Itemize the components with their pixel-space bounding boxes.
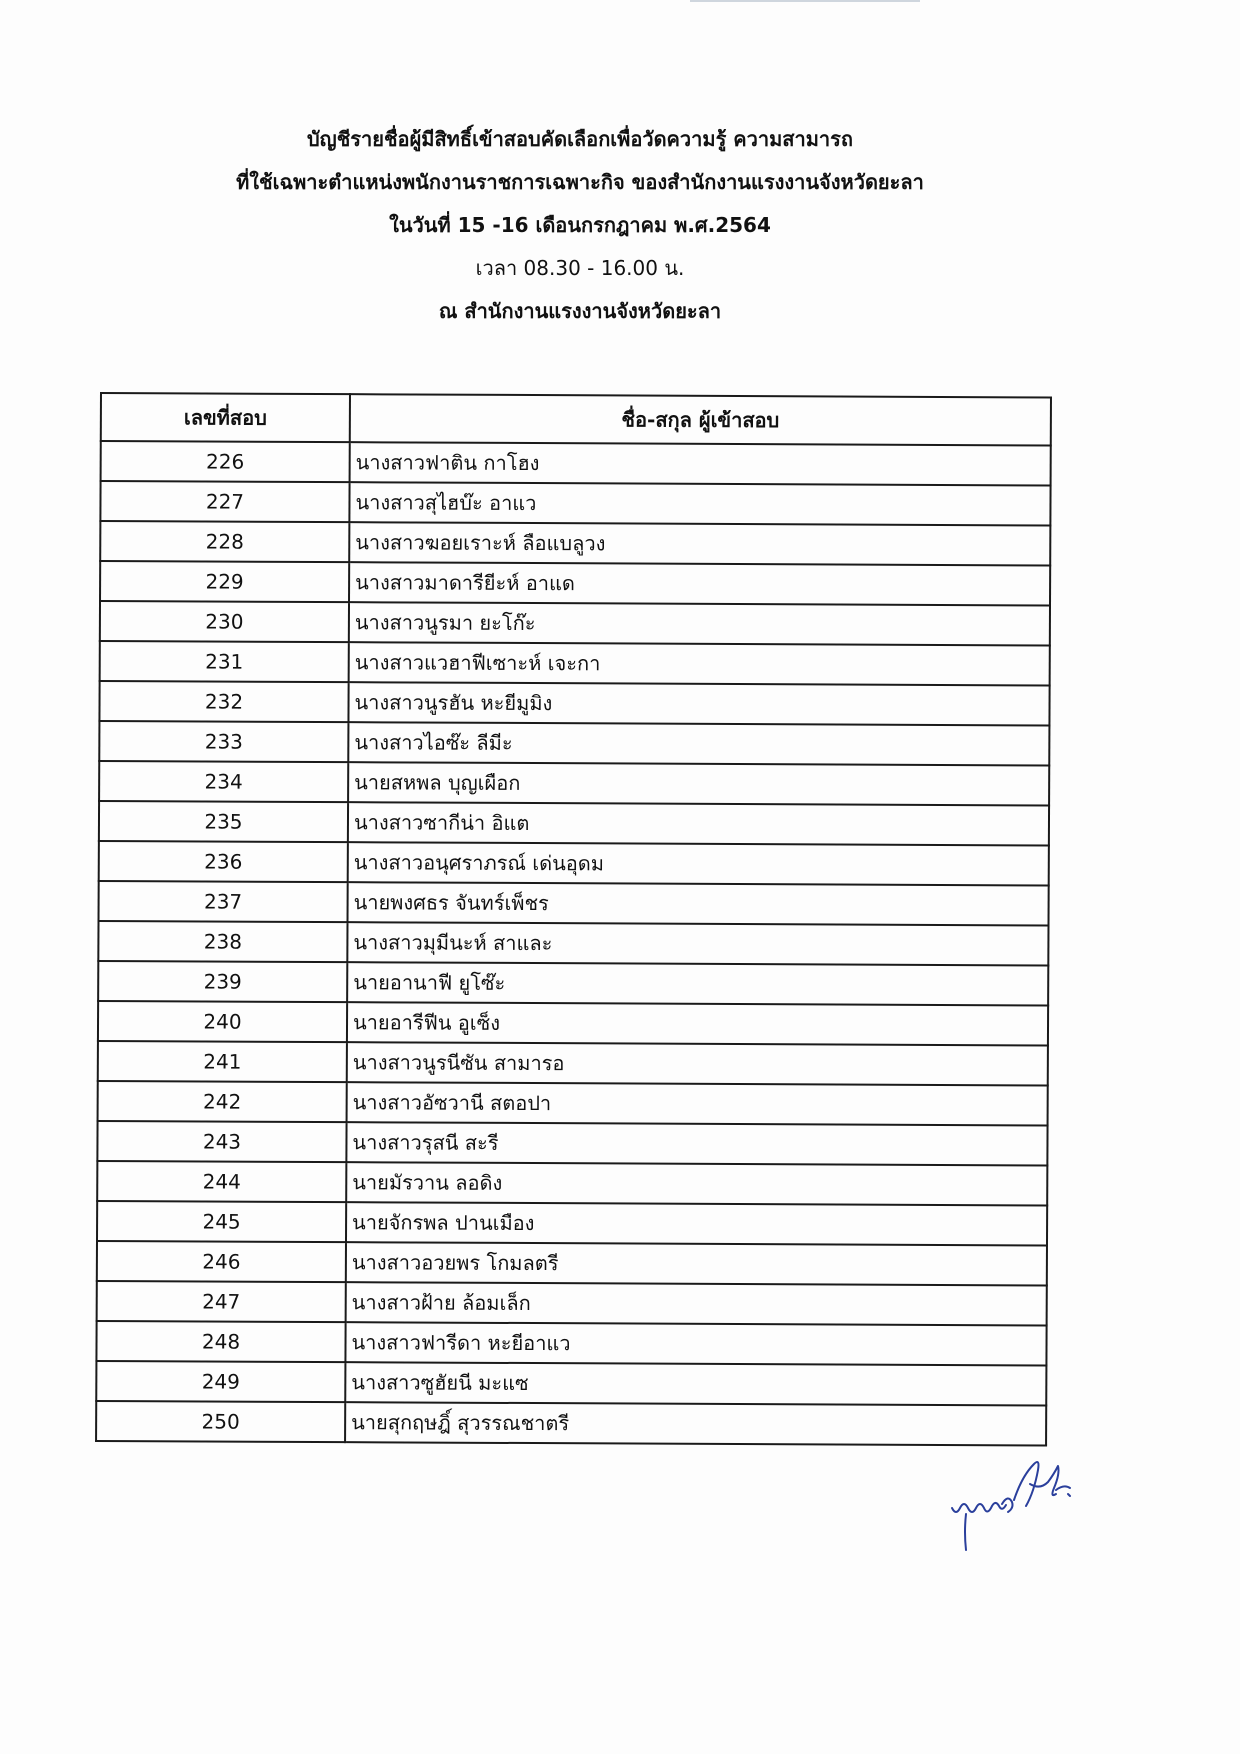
candidate-name-cell: นายอานาฟี ยูโซ๊ะ xyxy=(347,962,1048,1005)
candidate-name-cell: นายมัรวาน ลอดิง xyxy=(346,1162,1047,1205)
exam-number-cell: 244 xyxy=(97,1161,346,1202)
header-candidate-name: ชื่อ-สกุล ผู้เข้าสอบ xyxy=(350,394,1051,445)
exam-number-cell: 240 xyxy=(98,1001,347,1042)
table-row xyxy=(100,481,1050,525)
exam-number-cell: 249 xyxy=(96,1361,345,1402)
scan-edge-mark xyxy=(690,0,920,2)
candidate-name-cell: นางสาวนูรฮัน หะยีมูมิง xyxy=(348,682,1049,725)
exam-number-cell: 234 xyxy=(99,761,348,802)
table-row xyxy=(98,921,1048,965)
exam-date: ในวันที่ 15 -16 เดือนกรกฎาคม พ.ศ.2564 xyxy=(389,213,771,237)
table-row xyxy=(99,721,1049,765)
table-row xyxy=(100,521,1050,565)
exam-number-cell: 229 xyxy=(100,561,349,602)
table-row xyxy=(96,1361,1046,1405)
title-line-1: บัญชีรายชื่อผู้มีสิทธิ์เข้าสอบคัดเลือกเพื่อวัดความรู้ ความสามารถ xyxy=(306,127,854,151)
exam-number-cell: 245 xyxy=(97,1201,346,1242)
table-row xyxy=(99,681,1049,725)
table-row xyxy=(97,1121,1047,1165)
table-row xyxy=(98,1001,1048,1045)
candidate-name-cell: นางสาวนูรมา ยะโก๊ะ xyxy=(349,602,1050,645)
exam-time: เวลา 08.30 - 16.00 น. xyxy=(475,256,685,280)
title-line-2: ที่ใช้เฉพาะตำแหน่งพนักงานราชการเฉพาะกิจ ของสำนักงานแรงงานจังหวัดยะลา xyxy=(236,170,924,194)
candidate-table xyxy=(95,392,1052,1446)
exam-number-cell: 227 xyxy=(100,481,349,522)
exam-number-cell: 231 xyxy=(100,641,349,682)
candidate-name-cell: นางสาวฆอยเราะห์ ลือแบลูวง xyxy=(349,522,1050,565)
candidate-name-cell: นายสหพล บุญเผือก xyxy=(348,762,1049,805)
document-header xyxy=(0,118,1160,333)
exam-number-cell: 243 xyxy=(97,1121,346,1162)
exam-number-cell: 250 xyxy=(96,1401,345,1442)
exam-number-cell: 247 xyxy=(97,1281,346,1322)
exam-number-cell: 239 xyxy=(98,961,347,1002)
table-row xyxy=(97,1281,1047,1325)
candidate-name-cell: นายพงศธร จันทร์เพ็ชร xyxy=(348,882,1049,925)
candidate-name-cell: นางสาวสุไฮบ๊ะ อาแว xyxy=(349,482,1050,525)
exam-number-cell: 246 xyxy=(97,1241,346,1282)
exam-number-cell: 248 xyxy=(96,1321,345,1362)
candidate-name-cell: นางสาวฝ้าย ล้อมเล็ก xyxy=(346,1282,1047,1325)
candidate-name-cell: นางสาวแวฮาฟีเซาะห์ เจะกา xyxy=(349,642,1050,685)
exam-number-cell: 232 xyxy=(99,681,348,722)
exam-number-cell: 241 xyxy=(98,1041,347,1082)
table-row xyxy=(97,1241,1047,1285)
exam-number-cell: 233 xyxy=(99,721,348,762)
signature-image xyxy=(944,1444,1124,1564)
exam-number-cell: 242 xyxy=(98,1081,347,1122)
candidate-name-cell: นายจักรพล ปานเมือง xyxy=(346,1202,1047,1245)
table-row xyxy=(101,441,1051,485)
candidate-name-cell: นางสาวนูรนีซัน สามารอ xyxy=(347,1042,1048,1085)
table-body xyxy=(96,441,1051,1445)
candidate-name-cell: นางสาวมาดารียีะห์ อาแด xyxy=(349,562,1050,605)
table-row xyxy=(98,1041,1048,1085)
candidate-name-cell: นางสาวซูฮัยนี มะแซ xyxy=(345,1362,1046,1405)
table-row xyxy=(99,761,1049,805)
candidate-name-cell: นางสาวมุมีนะห์ สาและ xyxy=(347,922,1048,965)
candidate-name-cell: นางสาวไอซ๊ะ ลีมีะ xyxy=(348,722,1049,765)
exam-location: ณ สำนักงานแรงงานจังหวัดยะลา xyxy=(438,299,722,323)
candidate-name-cell: นางสาวฟาติน กาโฮง xyxy=(350,442,1051,485)
table-row xyxy=(98,1081,1048,1125)
table-row xyxy=(97,1161,1047,1205)
candidate-name-cell: นางสาวฟารีดา หะยีอาแว xyxy=(345,1322,1046,1365)
table-row xyxy=(99,801,1049,845)
exam-number-cell: 230 xyxy=(100,601,349,642)
table-row xyxy=(97,1201,1047,1245)
table-row xyxy=(99,881,1049,925)
candidate-name-cell: นางสาวอัซวานี สตอปา xyxy=(347,1082,1048,1125)
exam-number-cell: 236 xyxy=(99,841,348,882)
table-row xyxy=(99,841,1049,885)
table-row xyxy=(98,961,1048,1005)
exam-number-cell: 237 xyxy=(99,881,348,922)
table-row xyxy=(100,641,1050,685)
candidate-name-cell: นางสาวซากีน่า อิแต xyxy=(348,802,1049,845)
candidate-name-cell: นางสาวอนุศราภรณ์ เด่นอุดม xyxy=(348,842,1049,885)
table-row xyxy=(96,1401,1046,1445)
exam-number-cell: 228 xyxy=(100,521,349,562)
candidate-name-cell: นางสาวอวยพร โกมลตรี xyxy=(346,1242,1047,1285)
candidate-name-cell: นายสุกฤษฎิ์ สุวรรณชาตรี xyxy=(345,1402,1046,1445)
exam-number-cell: 226 xyxy=(101,441,350,482)
table-header-row xyxy=(101,393,1051,445)
table-row xyxy=(100,561,1050,605)
candidate-name-cell: นางสาวรุสนี สะรี xyxy=(346,1122,1047,1165)
exam-number-cell: 238 xyxy=(98,921,347,962)
candidate-name-cell: นายอารีฟีน อูเซ็ง xyxy=(347,1002,1048,1045)
table-row xyxy=(96,1321,1046,1365)
exam-number-cell: 235 xyxy=(99,801,348,842)
table-row xyxy=(100,601,1050,645)
header-exam-number: เลขที่สอบ xyxy=(101,393,350,442)
